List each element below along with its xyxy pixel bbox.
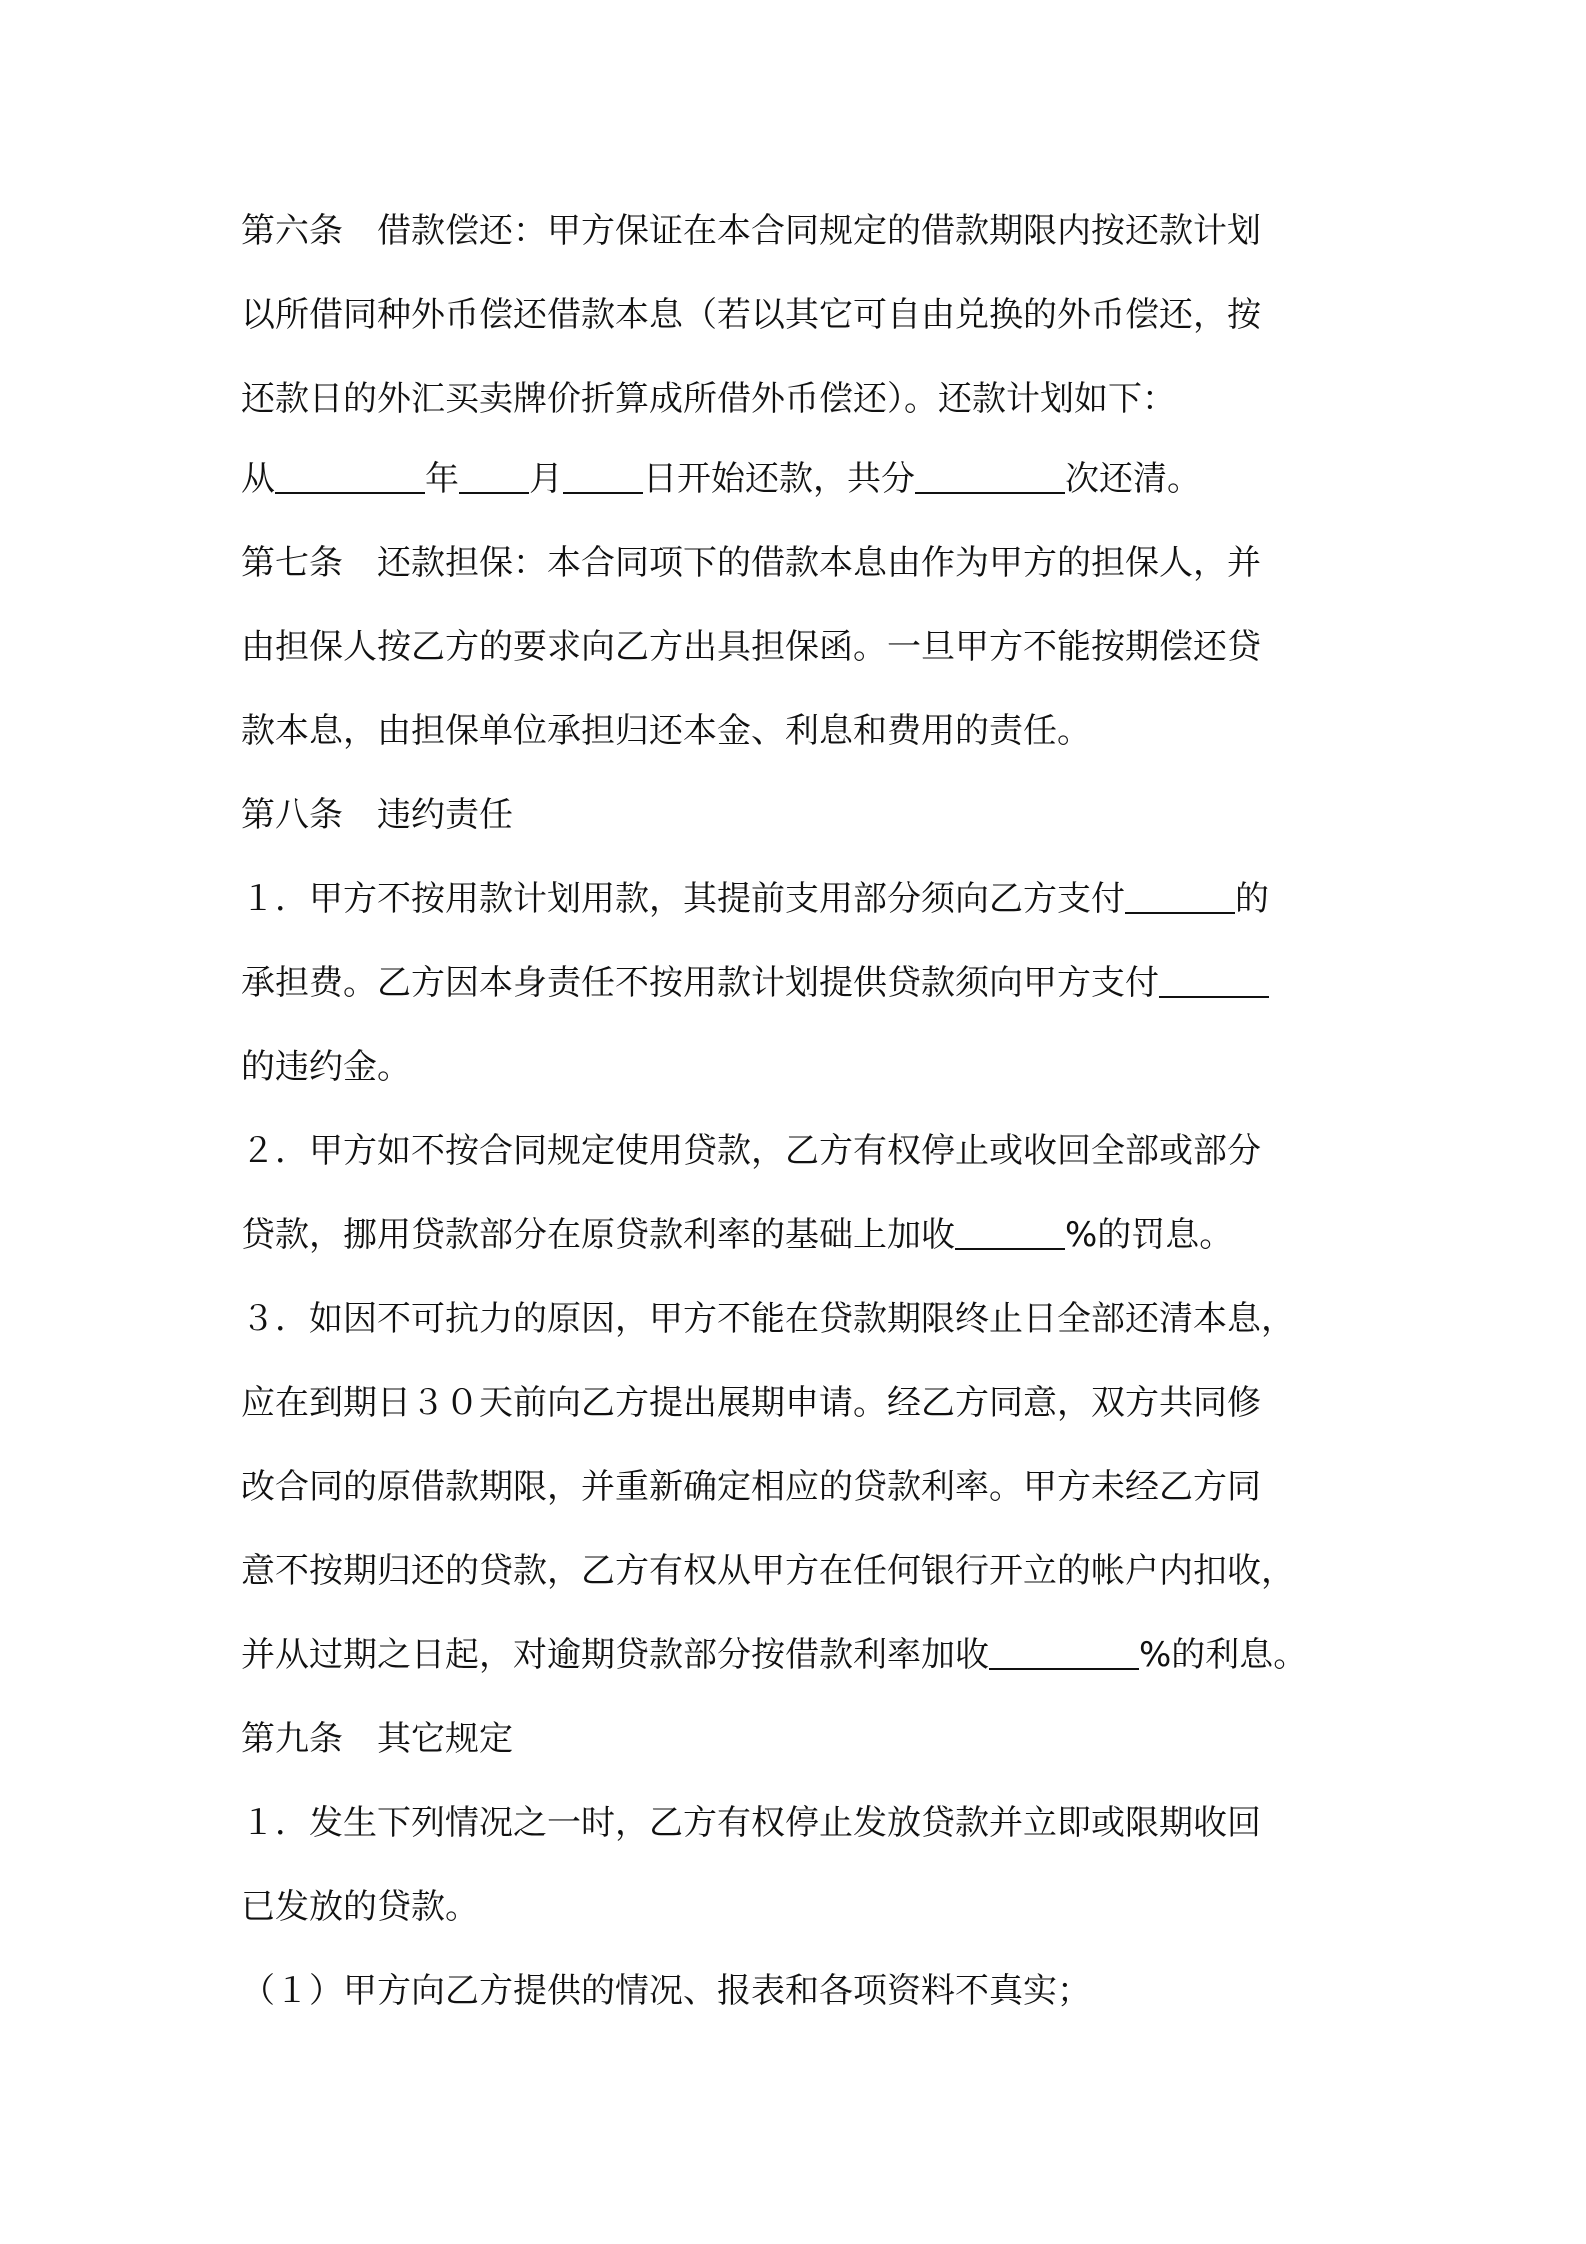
repay-month-text: 月 — [529, 459, 563, 499]
article-6-line-1: 第六条 借款偿还：甲方保证在本合同规定的借款期限内按还款计划 — [241, 211, 1261, 251]
repay-year-text: 年 — [425, 459, 459, 499]
overdue-rate-blank — [989, 1636, 1139, 1670]
repay-from-text: 从 — [241, 459, 275, 499]
commitment-fee-blank — [1125, 880, 1235, 914]
article-6-line-2: 以所借同种外币偿还借款本息（若以其它可自由兑换的外币偿还，按 — [241, 295, 1261, 335]
article-7-line-2: 由担保人按乙方的要求向乙方出具担保函。一旦甲方不能按期偿还贷 — [241, 627, 1261, 667]
fee2-text: 承担费。乙方因本身责任不按用款计划提供贷款须向甲方支付 — [241, 963, 1159, 1003]
year-blank — [275, 460, 425, 494]
installments-blank — [915, 460, 1065, 494]
article-8-item-1-line-3: 的违约金。 — [241, 1047, 411, 1087]
article-8-heading: 第八条 违约责任 — [241, 795, 513, 835]
article-9-subitem-1: （１）甲方向乙方提供的情况、报表和各项资料不真实； — [241, 1971, 1091, 2011]
article-9-heading: 第九条 其它规定 — [241, 1719, 513, 1759]
article-8-item-2-line-1: ２．甲方如不按合同规定使用贷款，乙方有权停止或收回全部或部分 — [241, 1131, 1261, 1171]
day-blank — [563, 460, 643, 494]
article-8-item-3-line-1: ３．如因不可抗力的原因，甲方不能在贷款期限终止日全部还清本息， — [241, 1299, 1295, 1339]
fee1-end-text: 的 — [1235, 879, 1269, 919]
penalty-end-text: %的罚息。 — [1065, 1215, 1234, 1255]
article-7-line-3: 款本息，由担保单位承担归还本金、利息和费用的责任。 — [241, 711, 1091, 751]
article-8-item-3-line-5 — [241, 1633, 1307, 1677]
overdue-end-text: %的利息。 — [1139, 1635, 1308, 1675]
article-8-item-1-line-2 — [241, 961, 1269, 1005]
repay-day-text: 日开始还款，共分 — [643, 459, 915, 499]
repayment-schedule-line — [241, 457, 1201, 501]
article-8-item-3-line-2: 应在到期日３０天前向乙方提出展期申请。经乙方同意，双方共同修 — [241, 1383, 1261, 1423]
article-7-line-1: 第七条 还款担保：本合同项下的借款本息由作为甲方的担保人，并 — [241, 543, 1261, 583]
article-8-item-3-line-3: 改合同的原借款期限，并重新确定相应的贷款利率。甲方未经乙方同 — [241, 1467, 1261, 1507]
article-9-item-1-line-1: １．发生下列情况之一时，乙方有权停止发放贷款并立即或限期收回 — [241, 1803, 1261, 1843]
article-8-item-2-line-2 — [241, 1213, 1233, 1257]
overdue-text: 并从过期之日起，对逾期贷款部分按借款利率加收 — [241, 1635, 989, 1675]
article-8-item-1-line-1 — [241, 877, 1269, 921]
fee1-text: １．甲方不按用款计划用款，其提前支用部分须向乙方支付 — [241, 879, 1125, 919]
article-9-item-1-line-2: 已发放的贷款。 — [241, 1887, 479, 1927]
penalty-rate-blank — [955, 1216, 1065, 1250]
repay-end-text: 次还清。 — [1065, 459, 1201, 499]
penalty-fee-blank — [1159, 964, 1269, 998]
article-6-line-3: 还款日的外汇买卖牌价折算成所借外币偿还）。还款计划如下： — [241, 379, 1176, 419]
month-blank — [459, 460, 529, 494]
article-8-item-3-line-4: 意不按期归还的贷款，乙方有权从甲方在任何银行开立的帐户内扣收， — [241, 1551, 1295, 1591]
penalty-text: 贷款，挪用贷款部分在原贷款利率的基础上加收 — [241, 1215, 955, 1255]
